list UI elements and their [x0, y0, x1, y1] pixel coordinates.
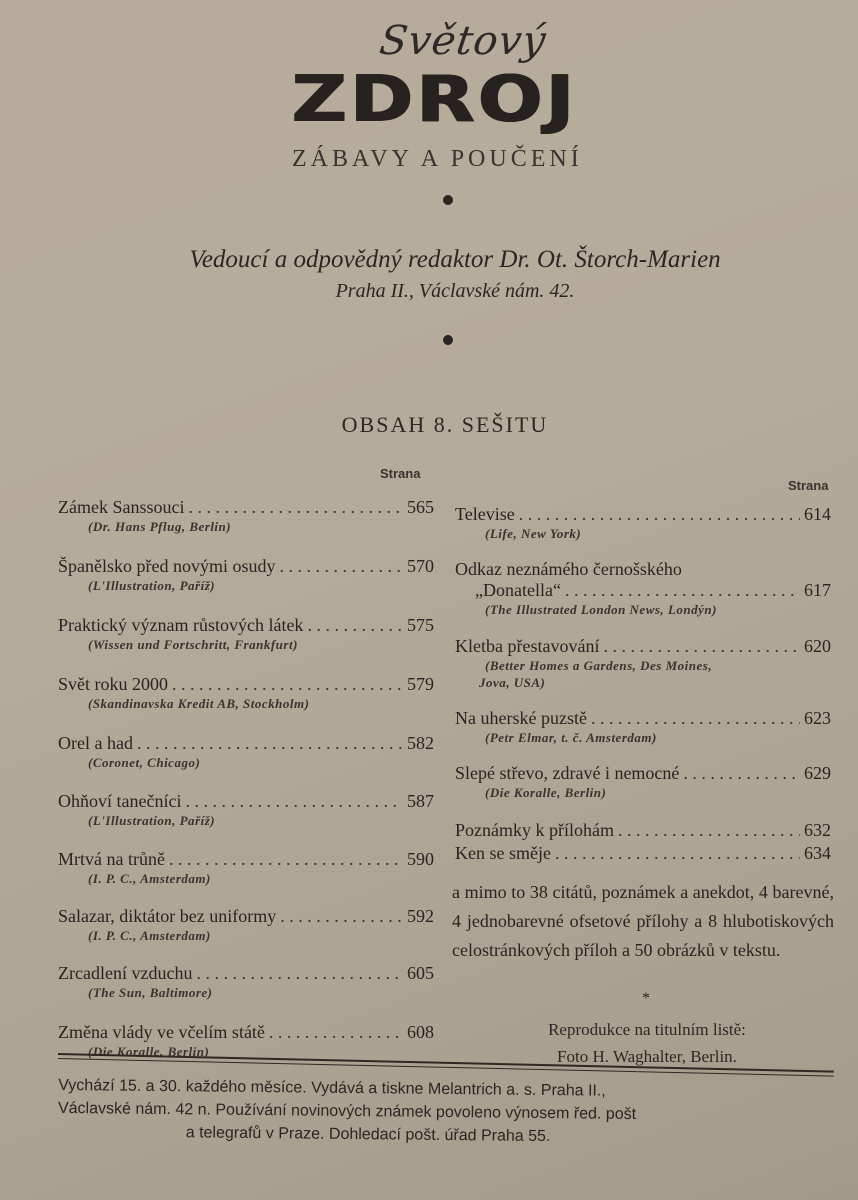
toc-entry[interactable]: [58, 674, 434, 712]
page-number: 623: [804, 708, 831, 728]
page-number: 570: [407, 556, 434, 576]
toc-entry[interactable]: [58, 733, 434, 771]
toc-entry[interactable]: [455, 504, 831, 542]
footer-line-2: Václavské nám. 42 n. Používání novinových známek povoleno výnosem řed. pošt: [57, 1099, 637, 1123]
entry-title: Slepé střevo, zdravé i nemocné: [455, 763, 680, 783]
entry-title: Zrcadlení vzduchu: [58, 963, 193, 983]
toc-entry[interactable]: [58, 849, 434, 887]
page-number: 575: [407, 615, 434, 635]
dot-leader: [555, 843, 800, 864]
page-number: 565: [407, 497, 434, 517]
dot-leader: [591, 708, 800, 729]
dot-leader: [172, 674, 403, 695]
entry-source: (Die Koralle, Berlin): [485, 785, 607, 800]
dot-leader: [169, 849, 403, 870]
page-column-label-left: Strana: [380, 466, 421, 481]
entry-source: (The Sun, Baltimore): [88, 985, 213, 1000]
entry-title: Svět roku 2000: [58, 674, 168, 694]
entry-title: Ohňoví tanečníci: [58, 791, 182, 811]
entry-title: Orel a had: [58, 733, 133, 753]
toc-entry[interactable]: [58, 791, 434, 829]
dot-leader: [565, 580, 800, 601]
toc-left-column: [58, 0, 434, 1200]
dot-leader: [185, 791, 403, 812]
page-number: 579: [407, 674, 434, 694]
page-number: 590: [407, 849, 434, 869]
entry-source: (L'Illustration, Paříž): [88, 578, 216, 593]
page-number: 614: [804, 504, 831, 524]
page-number: 605: [407, 963, 434, 983]
toc-entry[interactable]: [455, 820, 831, 841]
toc-entry[interactable]: [58, 963, 434, 1001]
bullet-ornament: [443, 195, 453, 205]
address-line: Praha II., Václavské nám. 42.: [335, 280, 575, 302]
entry-title: Praktický význam růstových látek: [58, 615, 304, 635]
entry-title: Salazar, diktátor bez uniformy: [58, 906, 277, 926]
dot-leader: [618, 820, 800, 841]
entry-title: Na uherské puzstě: [455, 708, 587, 728]
page-number: 620: [804, 636, 831, 656]
editor-line: Vedoucí a odpovědný redaktor Dr. Ot. Štorch-Marien: [189, 246, 721, 273]
dot-leader: [683, 763, 800, 784]
entry-source: Jova, USA): [479, 675, 546, 690]
entry-source: (L'Illustration, Paříž): [88, 813, 216, 828]
entry-source: (Die Koralle, Berlin): [88, 1044, 210, 1059]
entry-source: (Wissen und Fortschritt, Frankfurt): [88, 637, 298, 652]
toc-entry[interactable]: [455, 843, 831, 864]
toc-entry[interactable]: [58, 906, 434, 944]
toc-entry[interactable]: [58, 497, 434, 535]
page-number: 632: [804, 820, 831, 840]
dot-leader: [280, 556, 404, 577]
toc-entry[interactable]: [455, 763, 831, 801]
footer-line-1: Vychází 15. a 30. každého měsíce. Vydává a tiskne Melantrich a. s. Praha II.,: [58, 1076, 606, 1100]
dot-leader: [137, 733, 403, 754]
toc-entry[interactable]: [455, 636, 831, 691]
page-number: 582: [407, 733, 434, 753]
toc-entry[interactable]: [58, 615, 434, 653]
entry-title: Mrtvá na trůně: [58, 849, 165, 869]
entry-source: (Skandinavska Kredit AB, Stockholm): [88, 696, 310, 711]
page-number: 592: [407, 906, 434, 926]
asterisk-separator: *: [642, 990, 650, 1007]
toc-entry[interactable]: [58, 556, 434, 594]
dot-leader: [269, 1022, 403, 1043]
entry-title: „Donatella“: [475, 580, 561, 600]
entry-title-line1: Odkaz neznámého černošského: [455, 559, 682, 579]
entry-source: (I. P. C., Amsterdam): [88, 928, 211, 943]
entry-source: (Dr. Hans Pflug, Berlin): [88, 519, 232, 534]
entry-title: Španělsko před novými osudy: [58, 556, 276, 576]
masthead-script-title: Světový: [376, 18, 550, 64]
cover-credit-label: Reprodukce na titulním listě:: [548, 1020, 746, 1039]
dot-leader: [280, 906, 403, 927]
toc-heading: OBSAH 8. SEŠITU: [341, 412, 549, 437]
entry-source: (Life, New York): [485, 526, 582, 541]
entry-title: Změna vlády ve včelím státě: [58, 1022, 265, 1042]
footer-line-3: a telegrafů v Praze. Dohledací pošt. úřad Praha 55.: [185, 1124, 551, 1146]
page-number: 617: [804, 580, 831, 600]
dot-leader: [603, 636, 800, 657]
dot-leader: [196, 963, 403, 984]
entry-title: Televise: [455, 504, 515, 524]
toc-entry[interactable]: [455, 559, 831, 618]
page-number: 629: [804, 763, 831, 783]
toc-entry[interactable]: [455, 708, 831, 746]
dot-leader: [188, 497, 403, 518]
page-column-label-right: Strana: [788, 478, 829, 493]
publication-footer: [58, 1074, 839, 1151]
entry-title: Kletba přestavování: [455, 636, 600, 656]
entry-title: Zámek Sanssouci: [58, 497, 185, 517]
entry-title: Ken se směje: [455, 843, 551, 863]
entry-source: (Petr Elmar, t. č. Amsterdam): [485, 730, 657, 745]
entry-title: Poznámky k přílohám: [455, 820, 614, 840]
bullet-ornament: [443, 335, 453, 345]
entry-source: (Coronet, Chicago): [88, 755, 201, 770]
masthead-subtitle: ZÁBAVY A POUČENÍ: [292, 146, 583, 172]
cover-credit-text: Foto H. Waghalter, Berlin.: [557, 1047, 737, 1066]
entry-source-line1: (Better Homes a Gardens, Des Moines,: [485, 658, 713, 673]
masthead-title: ZDROJ: [292, 63, 578, 137]
page-number: 608: [407, 1022, 434, 1042]
entry-source: (I. P. C., Amsterdam): [88, 871, 211, 886]
page-number: 634: [804, 843, 831, 863]
page-number: 587: [407, 791, 434, 811]
entry-source: (The Illustrated London News, Londýn): [485, 602, 717, 617]
dot-leader: [307, 615, 403, 636]
extras-note: a mimo to 38 citátů, poznámek a anekdot, 4 barevné, 4 jednobarevné ofsetové přílohy a 8 hlubotiskových celostránkových příloh a 50 obrázků v tekstu.: [452, 882, 834, 960]
dot-leader: [519, 504, 800, 525]
cover-credit: [452, 1016, 842, 1070]
